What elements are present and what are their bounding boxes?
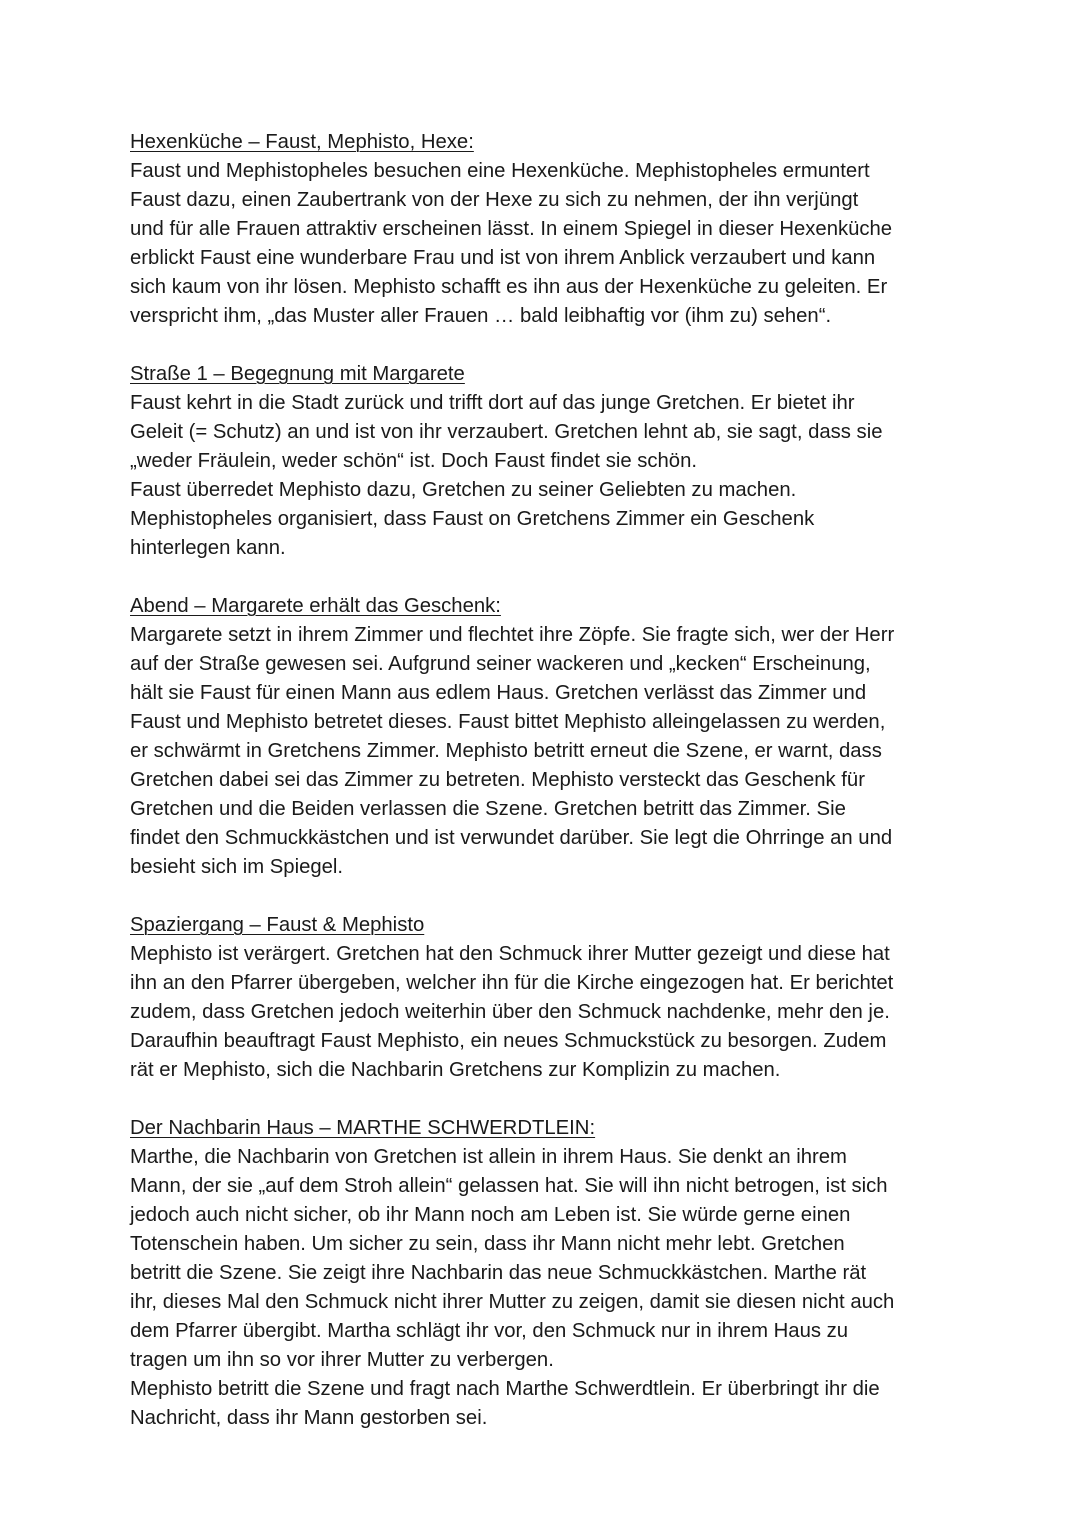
text-line: sich kaum von ihr lösen. Mephisto schafft es ihn aus der Hexenküche zu geleiten. Er — [130, 276, 888, 298]
text-line: Faust überredet Mephisto dazu, Gretchen zu seiner Geliebten zu machen. — [130, 479, 797, 501]
text-line: zudem, dass Gretchen jedoch weiterhin über den Schmuck nachdenke, mehr den je. — [130, 1001, 890, 1023]
text-line: dem Pfarrer übergibt. Martha schlägt ihr vor, den Schmuck nur in ihrem Haus zu — [130, 1320, 849, 1342]
text-line: auf der Straße gewesen sei. Aufgrund seiner wackeren und „kecken“ Erscheinung, — [130, 653, 871, 675]
text-line: er schwärmt in Gretchens Zimmer. Mephisto betritt erneut die Szene, er warnt, dass — [130, 740, 882, 762]
text-line: findet den Schmuckkästchen und ist verwundet darüber. Sie legt die Ohrringe an und — [130, 827, 893, 849]
text-line: ihr, dieses Mal den Schmuck nicht ihrer Mutter zu zeigen, damit sie diesen nicht auch — [130, 1291, 895, 1313]
text-line: „weder Fräulein, weder schön“ ist. Doch Faust findet sie schön. — [130, 450, 698, 472]
text-line: erblickt Faust eine wunderbare Frau und ist von ihrem Anblick verzaubert und kann — [130, 247, 876, 269]
text-line: jedoch auch nicht sicher, ob ihr Mann noch am Leben ist. Sie würde gerne einen — [130, 1204, 851, 1226]
text-line: Mephisto betritt die Szene und fragt nach Marthe Schwerdtlein. Er überbringt ihr die — [130, 1378, 880, 1400]
document-page — [130, 128, 960, 1462]
text-line: Totenschein haben. Um sicher zu sein, dass ihr Mann nicht mehr lebt. Gretchen — [130, 1233, 845, 1255]
text-line: ihn an den Pfarrer übergeben, welcher ihn für die Kirche eingezogen hat. Er berichtet — [130, 972, 894, 994]
section-heading: Der Nachbarin Haus – MARTHE SCHWERDTLEIN: — [130, 1117, 596, 1139]
section-heading: Hexenküche – Faust, Mephisto, Hexe: — [130, 131, 474, 153]
section-heading: Straße 1 – Begegnung mit Margarete — [130, 363, 465, 385]
text-line: Mephistopheles organisiert, dass Faust on Gretchens Zimmer ein Geschenk — [130, 508, 815, 530]
section-abend — [130, 592, 960, 882]
text-line: Marthe, die Nachbarin von Gretchen ist allein in ihrem Haus. Sie denkt an ihrem — [130, 1146, 847, 1168]
text-line: betritt die Szene. Sie zeigt ihre Nachbarin das neue Schmuckkästchen. Marthe rät — [130, 1262, 867, 1284]
text-line: Mephisto ist verärgert. Gretchen hat den Schmuck ihrer Mutter gezeigt und diese hat — [130, 943, 890, 965]
text-line: Faust dazu, einen Zaubertrank von der Hexe zu sich zu nehmen, der ihn verjüngt — [130, 189, 859, 211]
text-line: Mann, der sie „auf dem Stroh allein“ gelassen hat. Sie will ihn nicht betrogen, ist sich — [130, 1175, 888, 1197]
text-line: Faust und Mephistopheles besuchen eine Hexenküche. Mephistopheles ermuntert — [130, 160, 870, 182]
text-line: und für alle Frauen attraktiv erscheinen lässt. In einem Spiegel in dieser Hexenküche — [130, 218, 893, 240]
text-line: Nachricht, dass ihr Mann gestorben sei. — [130, 1407, 488, 1429]
text-line: hinterlegen kann. — [130, 537, 286, 559]
text-line: Geleit (= Schutz) an und ist von ihr verzaubert. Gretchen lehnt ab, sie sagt, dass sie — [130, 421, 883, 443]
section-heading: Spaziergang – Faust & Mephisto — [130, 914, 425, 936]
text-line: verspricht ihm, „das Muster aller Frauen … bald leibhaftig vor (ihm zu) sehen“. — [130, 305, 832, 327]
text-line: Gretchen dabei sei das Zimmer zu betreten. Mephisto versteckt das Geschenk für — [130, 769, 865, 791]
section-spaziergang — [130, 911, 960, 1085]
text-line: Gretchen und die Beiden verlassen die Szene. Gretchen betritt das Zimmer. Sie — [130, 798, 846, 820]
text-line: Faust kehrt in die Stadt zurück und trifft dort auf das junge Gretchen. Er bietet ihr — [130, 392, 855, 414]
section-nachbarin-haus — [130, 1114, 960, 1433]
text-line: besieht sich im Spiegel. — [130, 856, 344, 878]
section-strasse-1 — [130, 360, 960, 563]
text-line: Daraufhin beauftragt Faust Mephisto, ein neues Schmuckstück zu besorgen. Zudem — [130, 1030, 887, 1052]
text-line: rät er Mephisto, sich die Nachbarin Gretchens zur Komplizin zu machen. — [130, 1059, 781, 1081]
section-heading: Abend – Margarete erhält das Geschenk: — [130, 595, 501, 617]
text-line: Margarete setzt in ihrem Zimmer und flechtet ihre Zöpfe. Sie fragte sich, wer der Herr — [130, 624, 895, 646]
text-line: hält sie Faust für einen Mann aus edlem Haus. Gretchen verlässt das Zimmer und — [130, 682, 867, 704]
section-hexenkueche — [130, 128, 960, 331]
text-line: Faust und Mephisto betretet dieses. Faust bittet Mephisto alleingelassen zu werden, — [130, 711, 886, 733]
text-line: tragen um ihn so vor ihrer Mutter zu verbergen. — [130, 1349, 554, 1371]
